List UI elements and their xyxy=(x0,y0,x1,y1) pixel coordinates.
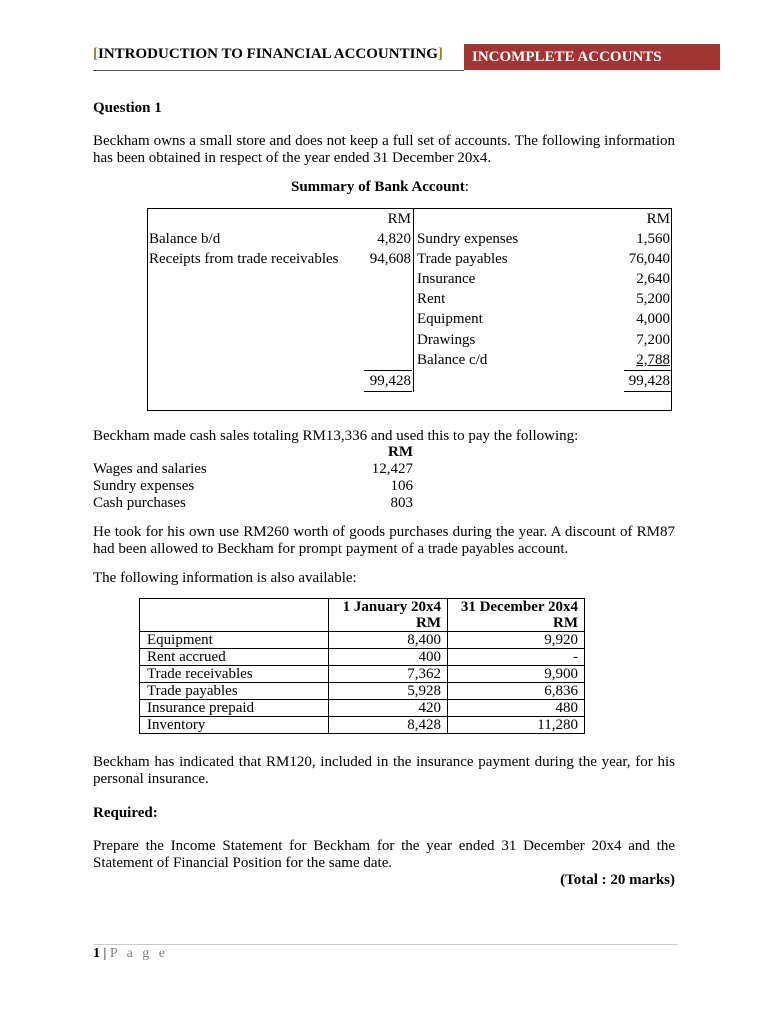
table-currency-dec: RM xyxy=(448,615,585,632)
row-dec-value: 480 xyxy=(448,700,585,717)
table-header-row xyxy=(140,599,585,616)
credit-amount: 1,560 xyxy=(636,231,670,247)
table-header-blank xyxy=(140,599,329,616)
credit-label: Equipment xyxy=(417,311,483,327)
credit-label: Balance c/d xyxy=(417,352,488,368)
page-number: 1 xyxy=(93,946,100,961)
table-row xyxy=(140,649,585,666)
credit-label: Drawings xyxy=(417,332,476,348)
row-jan-value: 8,428 xyxy=(329,717,448,734)
table-row xyxy=(140,700,585,717)
row-label: Insurance prepaid xyxy=(140,700,329,717)
cash-sales-text: Beckham made cash sales totaling RM13,336 and used this to pay the following: xyxy=(93,428,579,444)
table-row xyxy=(140,683,585,700)
footer-rule xyxy=(93,944,678,945)
credit-amount: 7,200 xyxy=(636,332,670,348)
row-dec-value: 11,280 xyxy=(448,717,585,734)
question-title: Question 1 xyxy=(93,100,162,116)
credit-amount: 2,640 xyxy=(636,271,670,287)
cash-item-label: Cash purchases xyxy=(93,495,186,511)
total-marks: (Total : 20 marks) xyxy=(560,872,675,888)
row-dec-value: 9,900 xyxy=(448,666,585,683)
debit-label: Receipts from trade receivables xyxy=(149,251,339,267)
table-currency-row xyxy=(140,615,585,632)
bank-summary-title-colon: : xyxy=(464,179,469,195)
credit-total-rule-bottom xyxy=(624,391,671,392)
bank-account-divider xyxy=(413,208,414,392)
page-word: P a g e xyxy=(109,946,169,961)
credit-label: Trade payables xyxy=(417,251,508,267)
header-topic-badge: INCOMPLETE ACCOUNTS xyxy=(464,44,720,70)
row-dec-value: - xyxy=(448,649,585,666)
bank-summary-title-text: Summary of Bank Account xyxy=(291,179,465,195)
row-label: Inventory xyxy=(140,717,329,734)
intro-paragraph: Beckham owns a small store and does not keep a full set of accounts. The following information has been obtained in respect of the year ended 31 December 20x4. xyxy=(93,133,675,166)
table-currency-blank xyxy=(140,615,329,632)
insurance-note: Beckham has indicated that RM120, included in the insurance payment during the year, for his personal insurance. xyxy=(93,754,675,787)
cash-item-label: Sundry expenses xyxy=(93,478,195,494)
header-rule xyxy=(93,70,464,71)
table-row xyxy=(140,717,585,734)
row-label: Trade receivables xyxy=(140,666,329,683)
row-label: Trade payables xyxy=(140,683,329,700)
credit-currency: RM xyxy=(646,211,670,227)
credit-amount: 2,788 xyxy=(636,352,670,368)
table-header-jan: 1 January 20x4 xyxy=(329,599,448,616)
row-jan-value: 8,400 xyxy=(329,632,448,649)
row-label: Equipment xyxy=(140,632,329,649)
cash-item-amount: 106 xyxy=(390,478,413,494)
row-jan-value: 7,362 xyxy=(329,666,448,683)
row-jan-value: 400 xyxy=(329,649,448,666)
table-row xyxy=(140,666,585,683)
table-row xyxy=(140,632,585,649)
cash-item-amount: 803 xyxy=(390,495,413,511)
cash-sales-currency: RM xyxy=(388,444,413,460)
debit-total: 99,428 xyxy=(369,373,411,389)
cash-item-amount: 12,427 xyxy=(371,461,413,477)
credit-amount: 5,200 xyxy=(636,291,670,307)
footer-separator: | xyxy=(103,946,107,961)
debit-amount: 94,608 xyxy=(369,251,411,267)
row-jan-value: 420 xyxy=(329,700,448,717)
bracket-close: ] xyxy=(437,46,443,62)
required-label: Required: xyxy=(93,805,158,821)
own-use-paragraph: He took for his own use RM260 worth of goods purchases during the year. A discount of RM87 had been allowed to Beckham for prompt payment of a trade payables account. xyxy=(93,524,675,557)
row-dec-value: 9,920 xyxy=(448,632,585,649)
debit-amount: 4,820 xyxy=(377,231,411,247)
page-footer xyxy=(93,946,168,962)
credit-label: Insurance xyxy=(417,271,476,287)
credit-amount: 4,000 xyxy=(636,311,670,327)
course-name: INTRODUCTION TO FINANCIAL ACCOUNTING xyxy=(98,46,438,62)
header-course-title xyxy=(93,46,443,63)
required-text: Prepare the Income Statement for Beckham for the year ended 31 December 20x4 and the Statement of Financial Position for the same date. xyxy=(93,838,675,871)
credit-total: 99,428 xyxy=(628,373,670,389)
bracket-open: [ xyxy=(93,46,98,62)
cash-item-label: Wages and salaries xyxy=(93,461,207,477)
also-available-text: The following information is also available: xyxy=(93,570,357,586)
row-jan-value: 5,928 xyxy=(329,683,448,700)
balances-table xyxy=(139,598,585,734)
credit-amount: 76,040 xyxy=(628,251,670,267)
debit-total-rule-bottom xyxy=(364,391,412,392)
table-currency-jan: RM xyxy=(329,615,448,632)
credit-label: Sundry expenses xyxy=(417,231,519,247)
table-header-dec: 31 December 20x4 xyxy=(448,599,585,616)
debit-label: Balance b/d xyxy=(149,231,221,247)
bank-summary-title xyxy=(291,179,469,196)
debit-currency: RM xyxy=(387,211,411,227)
credit-label: Rent xyxy=(417,291,446,307)
row-dec-value: 6,836 xyxy=(448,683,585,700)
row-label: Rent accrued xyxy=(140,649,329,666)
